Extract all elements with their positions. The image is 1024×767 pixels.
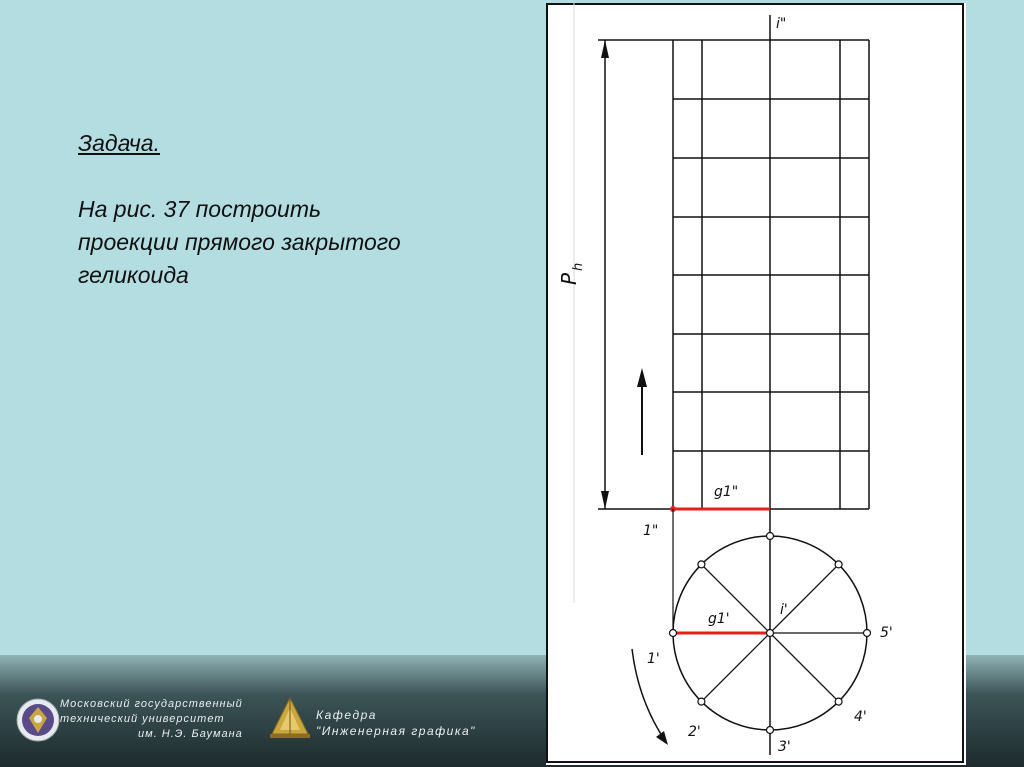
point4-top-label: 4' <box>854 709 867 725</box>
point2-top-label: 2' <box>688 724 701 740</box>
university-line2: технический университет <box>60 713 225 725</box>
axis-top-label: i' <box>780 602 788 618</box>
front-view-grid <box>598 40 869 509</box>
department-name <box>316 707 476 739</box>
svg-text:P: P <box>557 272 581 285</box>
point3-top-label: 3' <box>778 739 791 755</box>
university-line1: Московский государственный <box>60 698 243 710</box>
task-title: Задача. <box>78 130 160 156</box>
university-emblem-icon <box>16 698 60 742</box>
generatrix-front-label: g1" <box>714 484 739 500</box>
task-text: На рис. 37 построить проекции прямого закрытого геликоида <box>78 196 401 288</box>
svg-text:h: h <box>571 262 586 271</box>
pitch-label <box>557 263 586 285</box>
pitch-dimension <box>601 40 609 509</box>
university-name <box>60 697 243 742</box>
generatrix-top-label: g1' <box>708 611 730 627</box>
university-line3: им. Н.Э. Баумана <box>138 728 243 740</box>
direction-arrow <box>637 368 647 455</box>
task-block <box>78 130 408 292</box>
point1-top-label: 1' <box>647 651 660 667</box>
department-line2: "Инженерная графика" <box>316 724 476 738</box>
helicoid-drawing <box>546 3 966 765</box>
axis-front-label: i" <box>776 16 787 32</box>
drawing-svg <box>546 3 966 765</box>
point1-front-label: 1" <box>643 523 659 539</box>
point5-top-label: 5' <box>880 625 893 641</box>
department-line1: Кафедра <box>316 708 377 722</box>
department-emblem-icon <box>266 694 314 742</box>
